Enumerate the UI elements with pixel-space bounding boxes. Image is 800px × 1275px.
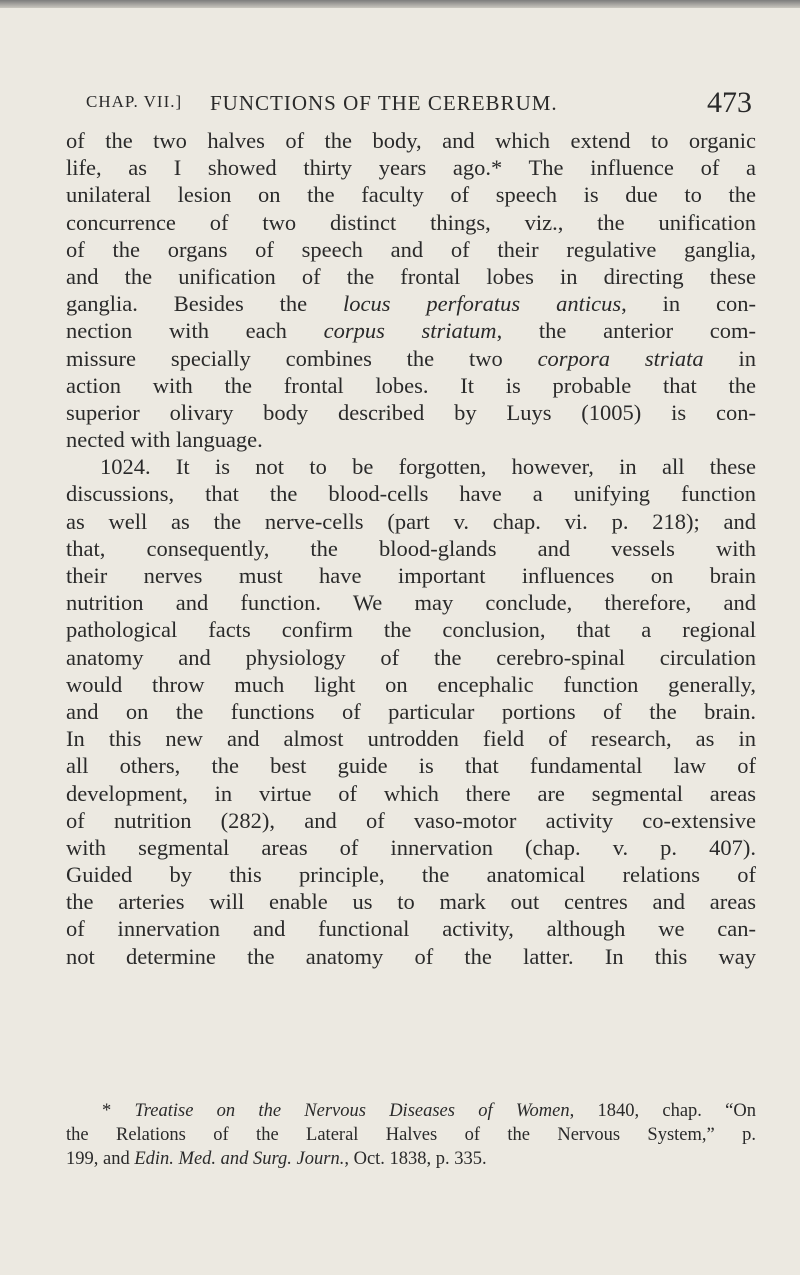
text-line: pathological facts confirm the conclusion, that a regional [66, 617, 756, 643]
text-line: life, as I showed thirty years ago.* The influence of a [66, 155, 756, 181]
text-line: their nerves must have important influences on brain [66, 563, 756, 588]
italic-term: corpus striatum [323, 318, 497, 344]
footnote-line: 199, and Edin. Med. and Surg. Journ., Oct. 1838, p. 335. [66, 1149, 487, 1169]
italic-citation: Edin. Med. and Surg. Journ. [134, 1149, 345, 1169]
paragraph-1024-start: 1024. It is not to be forgotten, however, in all these [100, 454, 756, 480]
text-line: of innervation and functional activity, although we can- [66, 916, 756, 942]
scan-top-edge [0, 0, 800, 8]
text-line: would throw much light on encephalic function generally, [66, 671, 756, 697]
text-line: that, consequently, the blood-glands and vessels with [66, 535, 756, 561]
text-line: of the two halves of the body, and which extend to organic [66, 128, 756, 153]
text-line: missure specially combines the two corpora striata in [66, 345, 756, 371]
text-line: anatomy and physiology of the cerebro-spinal circulation [66, 644, 756, 670]
page-number: 473 [707, 86, 752, 119]
footnote-line: the Relations of the Lateral Halves of the Nervous System,” p. [66, 1125, 756, 1145]
text-line: of nutrition (282), and of vaso-motor activity co-extensive [66, 807, 756, 833]
text-line: development, in virtue of which there are segmental areas [66, 780, 756, 806]
text-line: as well as the nerve-cells (part v. chap. vi. p. 218); and [66, 508, 756, 534]
running-header [86, 86, 752, 126]
italic-term: corpora striata [537, 345, 704, 371]
text-line: action with the frontal lobes. It is probable that the [66, 372, 756, 398]
footnote [66, 1099, 756, 1171]
italic-term: locus perforatus anticus [343, 291, 622, 317]
text-line: nection with each corpus striatum, the anterior com- [66, 318, 757, 344]
footnote-line: * Treatise on the Nervous Diseases of Women, 1840, chap. “On [102, 1101, 757, 1121]
text-line: concurrence of two distinct things, viz., the unification [66, 209, 756, 235]
text-line: In this new and almost untrodden field of research, as in [66, 726, 756, 752]
text-line: nutrition and function. We may conclude, therefore, and [66, 590, 756, 616]
text-line: with segmental areas of innervation (chap. v. p. 407). [66, 834, 756, 860]
text-line: nected with language. [66, 427, 263, 453]
text-line: all others, the best guide is that fundamental law of [66, 753, 756, 779]
text-line: the arteries will enable us to mark out centres and areas [66, 889, 756, 915]
text-line: unilateral lesion on the faculty of speech is due to the [66, 182, 756, 208]
italic-citation: Treatise on the Nervous Diseases of Women [134, 1101, 570, 1121]
text-line: not determine the anatomy of the latter. In this way [66, 943, 756, 969]
body-text [66, 127, 756, 970]
text-line: ganglia. Besides the locus perforatus anticus, in con- [66, 291, 756, 317]
running-title: FUNCTIONS OF THE CEREBRUM. [210, 91, 558, 115]
text-line: of the organs of speech and of their regulative ganglia, [66, 236, 756, 262]
text-line: superior olivary body described by Luys (1005) is con- [66, 399, 756, 425]
chapter-label: CHAP. VII.] [86, 92, 183, 111]
text-line: discussions, that the blood-cells have a unifying function [66, 481, 756, 507]
text-line: Guided by this principle, the anatomical relations of [66, 862, 756, 888]
text-line: and the unification of the frontal lobes in directing these [66, 263, 756, 289]
text-line: and on the functions of particular portions of the brain. [66, 698, 756, 724]
